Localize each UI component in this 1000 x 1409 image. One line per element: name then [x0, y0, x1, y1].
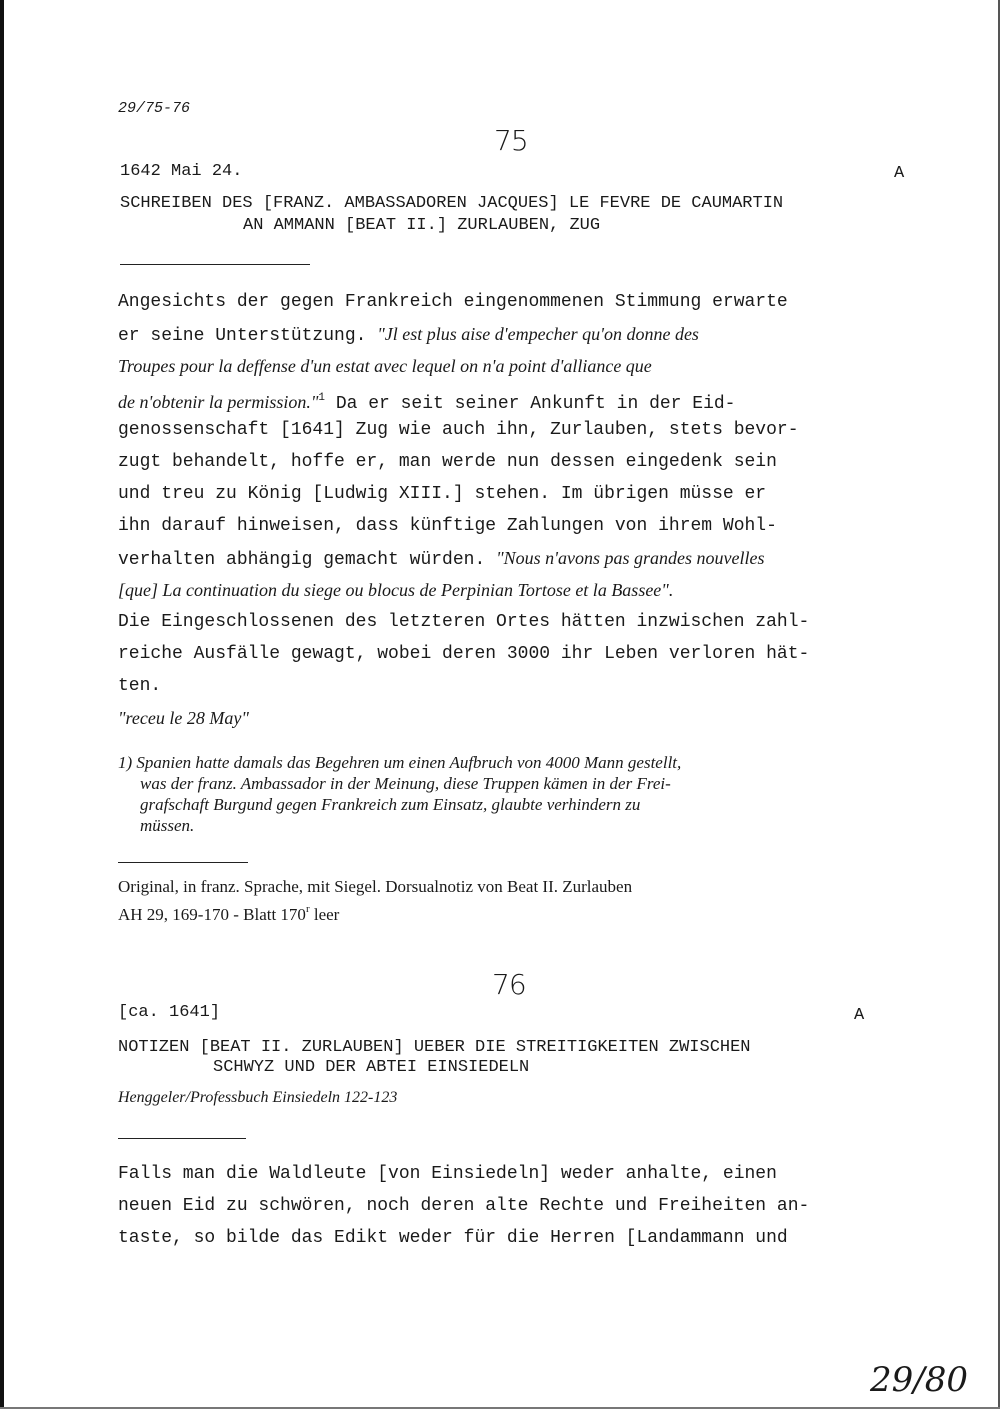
- source-line: AH 29, 169-170 - Blatt 170$^r$ leer: [118, 903, 340, 924]
- document-letter-75: A: [894, 164, 905, 183]
- document-number-76: 76: [492, 968, 526, 1001]
- source-rule-75: [118, 862, 248, 863]
- body-line: ihn darauf hinweisen, dass künftige Zahlungen von ihrem Wohl-: [118, 516, 777, 536]
- body-line: er seine Unterstützung. "Jl est plus aise d'empecher qu'on donne des: [118, 324, 699, 346]
- footnote-line: was der franz. Ambassador in der Meinung, diese Truppen kämen in der Frei-: [140, 774, 671, 793]
- literature-reference-76: Henggeler/Professbuch Einsiedeln 122-123: [118, 1089, 398, 1106]
- document-date-75: 1642 Mai 24.: [120, 162, 243, 181]
- body-line: reiche Ausfälle gewagt, wobei deren 3000 ihr Leben verloren hät-: [118, 644, 810, 664]
- document-heading-76-line2: SCHWYZ UND DER ABTEI EINSIEDELN: [213, 1058, 530, 1077]
- body-line: verhalten abhängig gemacht würden. "Nous n'avons pas grandes nouvelles: [118, 548, 765, 570]
- receipt-note: "receu le 28 May": [118, 708, 249, 728]
- archive-signature: 29/75-76: [118, 100, 191, 117]
- body-line: ten.: [118, 676, 162, 696]
- body-line: [que] La continuation du siege ou blocus de Perpinian Tortose et la Bassee".: [118, 580, 674, 600]
- footnote-line: grafschaft Burgund gegen Frankreich zum Einsatz, glaubte verhindern zu: [140, 795, 641, 814]
- source-line: Original, in franz. Sprache, mit Siegel. Dorsualnotiz von Beat II. Zurlauben: [118, 877, 633, 896]
- document-heading-76-line1: NOTIZEN [BEAT II. ZURLAUBEN] UEBER DIE STREITIGKEITEN ZWISCHEN: [118, 1038, 751, 1057]
- body-line: Troupes pour la deffense d'un estat avec lequel on n'a point d'alliance que: [118, 356, 652, 376]
- body-line: und treu zu König [Ludwig XIII.] stehen. Im übrigen müsse er: [118, 484, 767, 504]
- heading-rule-76: [118, 1138, 246, 1139]
- body-line: zugt behandelt, hoffe er, man werde nun dessen eingedenk sein: [118, 452, 777, 472]
- document-body-75: [118, 286, 878, 734]
- heading-rule-75: [120, 264, 310, 265]
- body-line: de n'obtenir la permission."$^1$ Da er seit seiner Ankunft in der Eid-: [118, 392, 736, 414]
- body-line: neuen Eid zu schwören, noch deren alte Rechte und Freiheiten an-: [118, 1196, 810, 1216]
- document-body-76: [118, 1158, 878, 1254]
- footnote-marker: 1: [318, 392, 326, 404]
- document-date-76: [ca. 1641]: [118, 1003, 221, 1022]
- footnote-line: müssen.: [140, 816, 195, 835]
- body-line: Die Eingeschlossenen des letzteren Ortes hätten inzwischen zahl-: [118, 612, 810, 632]
- scan-left-edge: [0, 0, 4, 1409]
- source-note-75: [118, 876, 632, 926]
- body-line: taste, so bilde das Edikt weder für die Herren [Landammann und: [118, 1228, 788, 1248]
- body-line: Falls man die Waldleute [von Einsiedeln] weder anhalte, einen: [118, 1164, 777, 1184]
- document-number-75: 75: [494, 124, 528, 157]
- handwritten-page-number: 29/80: [870, 1360, 968, 1400]
- document-heading-75-line1: SCHREIBEN DES [FRANZ. AMBASSADOREN JACQUES] LE FEVRE DE CAUMARTIN: [120, 194, 784, 213]
- footnote-75: [118, 752, 878, 836]
- footnote-line: 1) Spanien hatte damals das Begehren um einen Aufbruch von 4000 Mann gestellt,: [118, 753, 682, 772]
- body-line: genossenschaft [1641] Zug wie auch ihn, Zurlauben, stets bevor-: [118, 420, 799, 440]
- document-heading-75-line2: AN AMMANN [BEAT II.] ZURLAUBEN, ZUG: [243, 216, 601, 235]
- document-letter-76: A: [854, 1006, 865, 1025]
- body-line: Angesichts der gegen Frankreich eingenommenen Stimmung erwarte: [118, 292, 788, 312]
